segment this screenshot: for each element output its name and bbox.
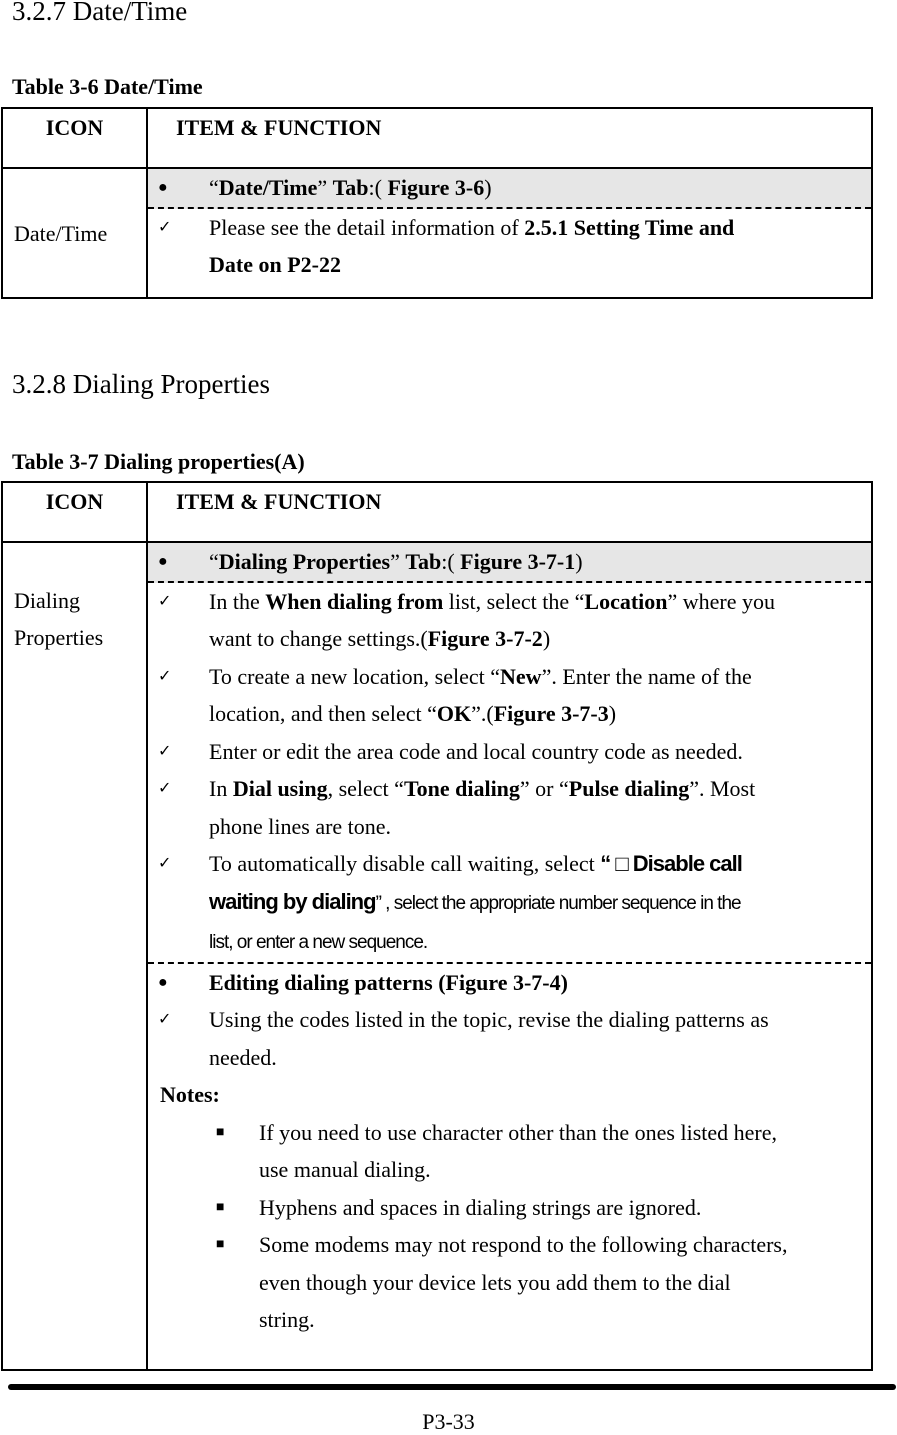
list-item-continuation: list, or enter a new sequence. — [209, 932, 428, 953]
list-item: ✓ In Dial using, select “Tone dialing” or “Pulse dialing”. Most — [148, 770, 871, 808]
note-item-continuation: string. — [259, 1307, 315, 1332]
icon-label-dialing-properties: Dialing Properties — [2, 542, 147, 1370]
list-item-continuation: want to change settings.(Figure 3-7-2) — [209, 626, 551, 651]
note-item-continuation: use manual dialing. — [259, 1157, 431, 1182]
checkmark-icon: ✓ — [158, 1011, 172, 1028]
note-item: ■ If you need to use character other than the ones listed here, — [148, 1114, 871, 1152]
date-time-info-line-2: Date on P2-22 — [209, 252, 341, 277]
dialing-properties-table — [1, 481, 873, 1371]
checkmark-icon: ✓ — [158, 742, 172, 760]
bullet-dot-icon: ● — [158, 179, 168, 196]
square-bullet-icon: ■ — [216, 1237, 225, 1252]
section-title-date-time: 3.2.7 Date/Time — [12, 0, 188, 26]
note-item: ■ Some modems may not respond to the following characters, — [148, 1226, 871, 1264]
column-header-item-function: ITEM & FUNCTION — [147, 108, 872, 168]
table-caption-3-7: Table 3-7 Dialing properties(A) — [12, 449, 305, 474]
list-item: ✓ To create a new location, select “New”. Enter the name of the — [148, 658, 871, 696]
dialing-properties-tab-row: ● “Dialing Properties” Tab:( Figure 3-7-1) — [148, 543, 871, 583]
list-item-continuation: location, and then select “OK”.(Figure 3-7-3) — [209, 701, 617, 726]
checkmark-icon: ✓ — [158, 855, 172, 872]
section-title-dialing-properties: 3.2.8 Dialing Properties — [12, 369, 270, 399]
date-time-function-cell — [147, 168, 872, 298]
column-header-icon: ICON — [2, 108, 147, 168]
editing-patterns-heading: ● Editing dialing patterns (Figure 3-7-4) — [148, 962, 871, 1002]
bullet-dot-icon: ● — [158, 553, 168, 570]
checkmark-icon: ✓ — [158, 667, 172, 685]
list-item-continuation: phone lines are tone. — [209, 813, 392, 839]
column-header-icon: ICON — [2, 482, 147, 542]
footer-rule — [8, 1384, 896, 1390]
dialing-function-cell — [147, 542, 872, 1370]
date-time-table — [1, 107, 873, 299]
list-item: ✓ Enter or edit the area code and local country code as needed. — [148, 733, 871, 771]
note-item: ■ Hyphens and spaces in dialing strings are ignored. — [148, 1189, 871, 1227]
checkmark-icon: ✓ — [158, 780, 172, 797]
square-bullet-icon: ■ — [216, 1124, 225, 1140]
bullet-dot-icon: ● — [158, 973, 168, 991]
note-item-continuation: even though your device lets you add them to the dial — [259, 1269, 731, 1295]
table-caption-3-6: Table 3-6 Date/Time — [12, 74, 203, 99]
date-time-tab-row: ● “Date/Time” Tab:( Figure 3-6) — [148, 169, 871, 209]
square-bullet-icon: ■ — [216, 1199, 225, 1215]
list-item: ✓ Using the codes listed in the topic, revise the dialing patterns as — [148, 1001, 871, 1039]
column-header-item-function: ITEM & FUNCTION — [147, 482, 872, 542]
list-item-continuation: waiting by dialing” , select the appropriate number sequence in the — [209, 888, 741, 914]
icon-label-date-time: Date/Time — [2, 168, 147, 298]
date-time-info-line: ✓ Please see the detail information of 2.5.1 Setting Time and — [148, 209, 871, 247]
checkmark-icon: ✓ — [158, 592, 172, 610]
list-item: ✓ To automatically disable call waiting, select “ □ Disable call — [148, 845, 871, 883]
notes-label: Notes: — [160, 1082, 220, 1107]
list-item-continuation: needed. — [209, 1044, 277, 1070]
checkmark-icon: ✓ — [158, 218, 172, 236]
page-number: P3-33 — [422, 1409, 475, 1434]
list-item: ✓ In the When dialing from list, select the “Location” where you — [148, 583, 871, 621]
